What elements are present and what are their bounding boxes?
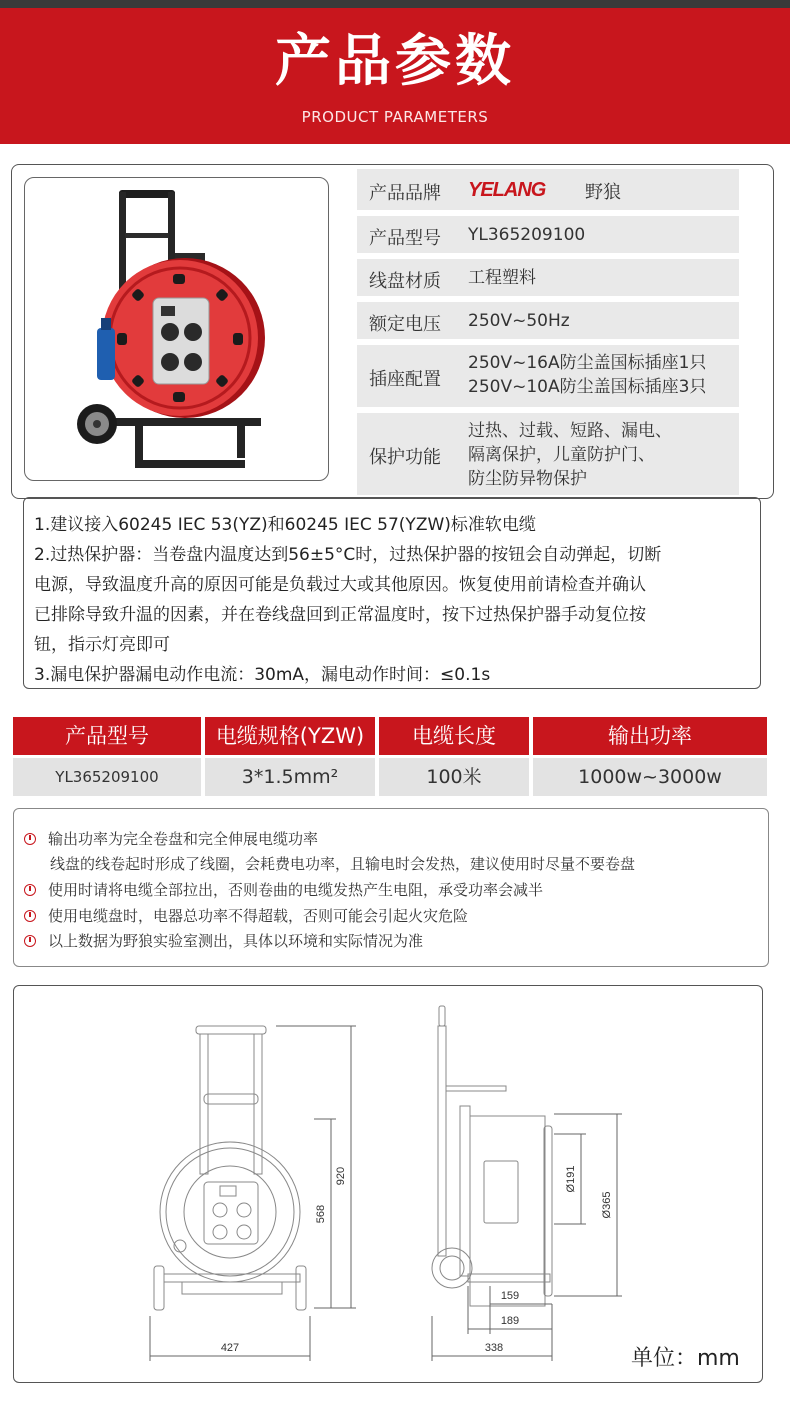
dim-base-inner: 159 — [500, 1290, 520, 1302]
spec-row-voltage — [357, 302, 739, 339]
dim-depth: 338 — [484, 1342, 504, 1354]
spec-row-model — [357, 216, 739, 253]
table-header-cable-length: 电缆长度 — [379, 717, 529, 755]
spec-label: 插座配置 — [369, 369, 441, 390]
warning-item: 以上数据为野狼实验室测出，具体以环境和实际情况为准 — [24, 930, 423, 951]
unit-label: 单位：mm — [631, 1346, 740, 1371]
page-title: 产品参数 — [275, 29, 515, 94]
cable-reel-image — [25, 178, 329, 481]
warning-item: 输出功率为完全卷盘和完全伸展电缆功率 — [24, 828, 318, 849]
table-cell-model: YL365209100 — [13, 758, 201, 796]
table-header-cable-spec: 电缆规格(YZW) — [205, 717, 375, 755]
spec-value: 250V~10A防尘盖国标插座3只 — [468, 377, 707, 397]
clock-warning-icon — [24, 935, 36, 947]
note-line: 电源，导致温度升高的原因可能是负载过大或其他原因。恢复使用前请检查并确认 — [34, 575, 646, 595]
table-cell-output-power: 1000w~3000w — [533, 758, 767, 796]
table-header-output-power: 输出功率 — [533, 717, 767, 755]
page-header — [0, 8, 790, 144]
table-cell-cable-spec: 3*1.5mm² — [205, 758, 375, 796]
note-line: 1.建议接入60245 IEC 53(YZ)和60245 IEC 57(YZW)标准软电缆 — [34, 515, 536, 535]
technical-drawing — [14, 986, 764, 1384]
warnings-box — [13, 808, 769, 967]
warning-item: 使用电缆盘时，电器总功率不得超载，否则可能会引起火灾危险 — [24, 905, 468, 926]
params-panel — [11, 164, 774, 499]
spec-row-protection — [357, 413, 739, 495]
spec-value: YL365209100 — [468, 225, 586, 245]
dim-reel-inner-diameter: Ø191 — [565, 1165, 577, 1193]
spec-value: 野狼 — [585, 182, 621, 203]
spec-label: 额定电压 — [369, 314, 441, 335]
dim-reel-outer-diameter: Ø365 — [601, 1191, 613, 1219]
spec-label: 产品型号 — [369, 228, 441, 249]
spec-value: 隔离保护，儿童防护门、 — [468, 445, 655, 465]
table-cell-cable-length: 100米 — [379, 758, 529, 796]
dim-height-total: 920 — [335, 1166, 347, 1186]
spec-value: 防尘防异物保护 — [468, 469, 587, 489]
table-header-model: 产品型号 — [13, 717, 201, 755]
clock-warning-icon — [24, 910, 36, 922]
spec-row-socket — [357, 345, 739, 407]
spec-label: 线盘材质 — [369, 271, 441, 292]
spec-value: 过热、过载、短路、漏电、 — [468, 421, 672, 441]
brand-logo: YELANG — [468, 179, 546, 201]
clock-warning-icon — [24, 884, 36, 896]
product-photo — [24, 177, 329, 481]
clock-warning-icon — [24, 833, 36, 845]
page-subtitle: PRODUCT PARAMETERS — [301, 108, 489, 126]
spec-row-material — [357, 259, 739, 296]
spec-label: 产品品牌 — [369, 183, 441, 204]
spec-value: 250V~16A防尘盖国标插座1只 — [468, 353, 707, 373]
note-line: 3.漏电保护器漏电动作电流：30mA，漏电动作时间：≤0.1s — [34, 665, 491, 685]
dimension-drawing — [13, 985, 763, 1383]
note-line: 已排除导致升温的因素，并在卷线盘回到正常温度时，按下过热保护器手动复位按 — [34, 605, 646, 625]
spec-row-brand — [357, 169, 739, 210]
dim-width-front: 427 — [220, 1342, 240, 1354]
warning-item: 线盘的线卷起时形成了线圈，会耗费电功率，且输电时会发热，建议使用时尽量不要卷盘 — [50, 855, 636, 873]
dim-base-outer: 189 — [500, 1315, 520, 1327]
top-dark-strip — [0, 0, 790, 8]
spec-value: 工程塑料 — [468, 268, 536, 288]
note-line: 钮，指示灯亮即可 — [34, 635, 170, 655]
spec-value: 250V~50Hz — [468, 311, 570, 331]
note-line: 2.过热保护器：当卷盘内温度达到56±5°C时，过热保护器的按钮会自动弹起，切断 — [34, 545, 662, 565]
warning-item: 使用时请将电缆全部拉出，否则卷曲的电缆发热产生电阻，承受功率会减半 — [24, 879, 543, 900]
dim-height-reel: 568 — [315, 1204, 327, 1224]
usage-notes — [23, 497, 761, 689]
spec-label: 保护功能 — [369, 447, 441, 468]
